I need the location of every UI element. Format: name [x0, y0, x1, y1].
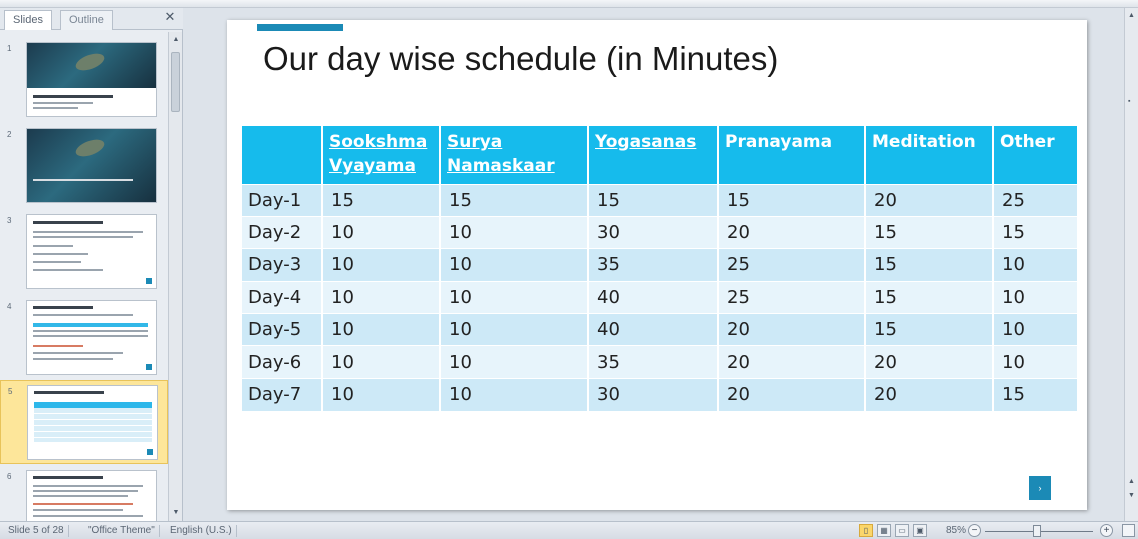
- zoom-out-icon[interactable]: −: [968, 524, 981, 537]
- tab-outline[interactable]: Outline: [60, 10, 113, 30]
- scroll-thumb[interactable]: [171, 52, 180, 112]
- normal-view-icon[interactable]: ▯: [859, 524, 873, 537]
- thumbnail-slide-4[interactable]: [0, 296, 168, 380]
- prev-slide-icon[interactable]: ▲: [1128, 478, 1135, 485]
- slide-title[interactable]: Our day wise schedule (in Minutes): [263, 40, 779, 77]
- text-line: [33, 269, 103, 271]
- slide-thumbnail[interactable]: [26, 128, 157, 203]
- table-cell[interactable]: 35: [588, 346, 718, 378]
- slide-corner-marker: [146, 364, 152, 370]
- thumbnail-scrollbar[interactable]: [168, 32, 182, 521]
- slide-thumbnail[interactable]: [27, 385, 158, 460]
- header-line: Meditation: [872, 132, 976, 152]
- thumbnail-slide-2[interactable]: [0, 124, 168, 208]
- table-row: [242, 378, 1077, 410]
- table-cell[interactable]: 10: [993, 281, 1077, 313]
- day-cell[interactable]: Day-1: [242, 184, 322, 216]
- table-cell[interactable]: 15: [440, 184, 588, 216]
- header-line: Sookshma: [329, 132, 428, 152]
- text-line: [33, 503, 133, 505]
- table-cell[interactable]: 10: [993, 346, 1077, 378]
- table-cell[interactable]: 10: [440, 216, 588, 248]
- table-cell[interactable]: 10: [993, 249, 1077, 281]
- header-cell-surya-namaskaar[interactable]: [440, 126, 588, 184]
- thumbnail-number: 4: [7, 302, 12, 311]
- table-cell[interactable]: 10: [440, 314, 588, 346]
- table-cell[interactable]: 20: [718, 314, 865, 346]
- table-cell[interactable]: 15: [865, 249, 993, 281]
- table-cell[interactable]: 20: [865, 378, 993, 410]
- reading-view-icon[interactable]: ▭: [895, 524, 909, 537]
- thumbnail-number: 3: [7, 216, 12, 225]
- thumbnail-number: 5: [8, 387, 13, 396]
- table-cell[interactable]: 25: [718, 281, 865, 313]
- table-cell[interactable]: 10: [322, 346, 440, 378]
- title-line: [33, 221, 103, 224]
- table-row: [242, 314, 1077, 346]
- table-cell[interactable]: 20: [718, 346, 865, 378]
- table-cell[interactable]: 30: [588, 378, 718, 410]
- zoom-in-icon[interactable]: +: [1100, 524, 1113, 537]
- zoom-level[interactable]: 85%: [946, 525, 967, 536]
- text-line: [33, 485, 143, 487]
- table-cell[interactable]: 10: [322, 378, 440, 410]
- scroll-thumb[interactable]: ▪: [1128, 98, 1131, 105]
- header-line: Vyayama: [329, 156, 416, 176]
- next-slide-icon[interactable]: ▼: [1128, 492, 1135, 499]
- table-cell[interactable]: 10: [440, 346, 588, 378]
- table-cell[interactable]: 20: [865, 184, 993, 216]
- text-line: [33, 490, 138, 492]
- table-row: [242, 281, 1077, 313]
- table-cell[interactable]: 15: [865, 216, 993, 248]
- table-row: [242, 249, 1077, 281]
- slide-sorter-icon[interactable]: ▦: [877, 524, 891, 537]
- table-cell[interactable]: 15: [322, 184, 440, 216]
- table-cell[interactable]: 10: [322, 281, 440, 313]
- theme-name[interactable]: "Office Theme": [84, 525, 160, 537]
- slide-corner-marker: [147, 449, 153, 455]
- header-line: Yogasanas: [595, 132, 697, 152]
- table-cell[interactable]: 10: [440, 281, 588, 313]
- slide-thumbnail[interactable]: [26, 42, 157, 117]
- text-line: [33, 102, 93, 104]
- table-cell[interactable]: 20: [865, 346, 993, 378]
- text-line: [33, 107, 78, 109]
- table-cell[interactable]: 20: [718, 378, 865, 410]
- mini-table: [34, 402, 152, 442]
- title-line: [33, 476, 103, 479]
- day-cell[interactable]: Day-5: [242, 314, 322, 346]
- accent-bar: [257, 24, 343, 31]
- editor-scrollbar[interactable]: [1124, 8, 1138, 521]
- text-line: [33, 231, 143, 233]
- table-cell[interactable]: 15: [993, 216, 1077, 248]
- next-slide-icon[interactable]: ›: [1029, 476, 1051, 500]
- text-line: [33, 515, 143, 517]
- header-cell-yogasanas[interactable]: [588, 126, 718, 184]
- header-cell-pranayama[interactable]: [718, 126, 865, 184]
- language-indicator[interactable]: English (U.S.): [166, 525, 237, 537]
- thumbnail-slide-3[interactable]: [0, 210, 168, 294]
- header-line: Other: [1000, 132, 1055, 152]
- text-line: [33, 253, 88, 255]
- day-cell[interactable]: Day-4: [242, 281, 322, 313]
- table-cell[interactable]: 10: [440, 378, 588, 410]
- table-cell[interactable]: 25: [993, 184, 1077, 216]
- table-header-row: [242, 126, 1077, 184]
- pane-tabs: [0, 8, 183, 30]
- title-line: [34, 391, 104, 394]
- slide-corner-marker: [146, 278, 152, 284]
- thumbnail-list: [0, 32, 168, 521]
- header-line: Namaskaar: [447, 156, 555, 176]
- title-line: [33, 306, 93, 309]
- table-cell[interactable]: 35: [588, 249, 718, 281]
- table-cell[interactable]: 15: [865, 314, 993, 346]
- table-cell[interactable]: 10: [322, 249, 440, 281]
- status-bar: [0, 521, 1138, 539]
- schedule-table[interactable]: [242, 126, 1077, 411]
- table-cell[interactable]: 10: [322, 216, 440, 248]
- table-cell[interactable]: 20: [718, 216, 865, 248]
- text-line: [33, 314, 133, 316]
- table-row: [242, 216, 1077, 248]
- thumbnail-slide-1[interactable]: [0, 38, 168, 122]
- table-cell[interactable]: 15: [993, 378, 1077, 410]
- thumbnail-number: 2: [7, 130, 12, 139]
- header-cell-other[interactable]: [993, 126, 1077, 184]
- text-line: [33, 330, 148, 332]
- tab-slides[interactable]: Slides: [4, 10, 52, 30]
- header-line: Pranayama: [725, 132, 833, 152]
- text-line: [33, 245, 73, 247]
- ribbon-edge: [0, 0, 1138, 8]
- text-line: [33, 495, 128, 497]
- text-line: [33, 261, 81, 263]
- thumbnail-slide-5[interactable]: [0, 380, 168, 464]
- table-cell[interactable]: 10: [440, 249, 588, 281]
- day-cell[interactable]: Day-3: [242, 249, 322, 281]
- text-line: [33, 335, 148, 337]
- text-line: [33, 352, 123, 354]
- close-icon[interactable]: ✕: [164, 10, 176, 25]
- header-cell-blank[interactable]: [242, 126, 322, 184]
- table-row: [242, 346, 1077, 378]
- slide-indicator: Slide 5 of 28: [4, 525, 69, 537]
- table-cell[interactable]: 15: [865, 281, 993, 313]
- table-cell[interactable]: 40: [588, 314, 718, 346]
- table-cell[interactable]: 40: [588, 281, 718, 313]
- table-row: [242, 184, 1077, 216]
- day-cell[interactable]: Day-7: [242, 378, 322, 410]
- table-cell[interactable]: 15: [588, 184, 718, 216]
- slide-canvas[interactable]: [227, 20, 1087, 510]
- thumbnail-number: 6: [7, 472, 12, 481]
- header-line: Surya: [447, 132, 503, 152]
- fit-to-window-icon[interactable]: [1122, 524, 1135, 537]
- slides-pane: [0, 8, 183, 521]
- text-line: [33, 236, 133, 238]
- table-cell[interactable]: 25: [718, 249, 865, 281]
- slide-thumbnail[interactable]: [26, 300, 157, 375]
- table-cell[interactable]: 10: [322, 314, 440, 346]
- table-cell[interactable]: 30: [588, 216, 718, 248]
- scroll-up-icon[interactable]: ▲: [172, 36, 180, 43]
- text-line: [33, 358, 113, 360]
- day-cell[interactable]: Day-6: [242, 346, 322, 378]
- text-line: [33, 345, 83, 347]
- header-cell-meditation[interactable]: [865, 126, 993, 184]
- table-cell[interactable]: 10: [993, 314, 1077, 346]
- thumbnail-slide-6[interactable]: [0, 466, 168, 521]
- scroll-up-icon[interactable]: ▲: [1128, 12, 1135, 19]
- slideshow-icon[interactable]: ▣: [913, 524, 927, 537]
- zoom-slider-thumb[interactable]: [1033, 525, 1041, 537]
- title-line: [33, 95, 113, 98]
- text-line: [33, 509, 123, 511]
- table-header-line: [33, 323, 148, 327]
- header-cell-sookshma-vyayama[interactable]: [322, 126, 440, 184]
- table-cell[interactable]: 15: [718, 184, 865, 216]
- title-line: [33, 179, 133, 181]
- slide-thumbnail[interactable]: [26, 470, 157, 521]
- day-cell[interactable]: Day-2: [242, 216, 322, 248]
- scroll-down-icon[interactable]: ▼: [172, 509, 180, 516]
- slide-thumbnail[interactable]: [26, 214, 157, 289]
- thumbnail-number: 1: [7, 44, 12, 53]
